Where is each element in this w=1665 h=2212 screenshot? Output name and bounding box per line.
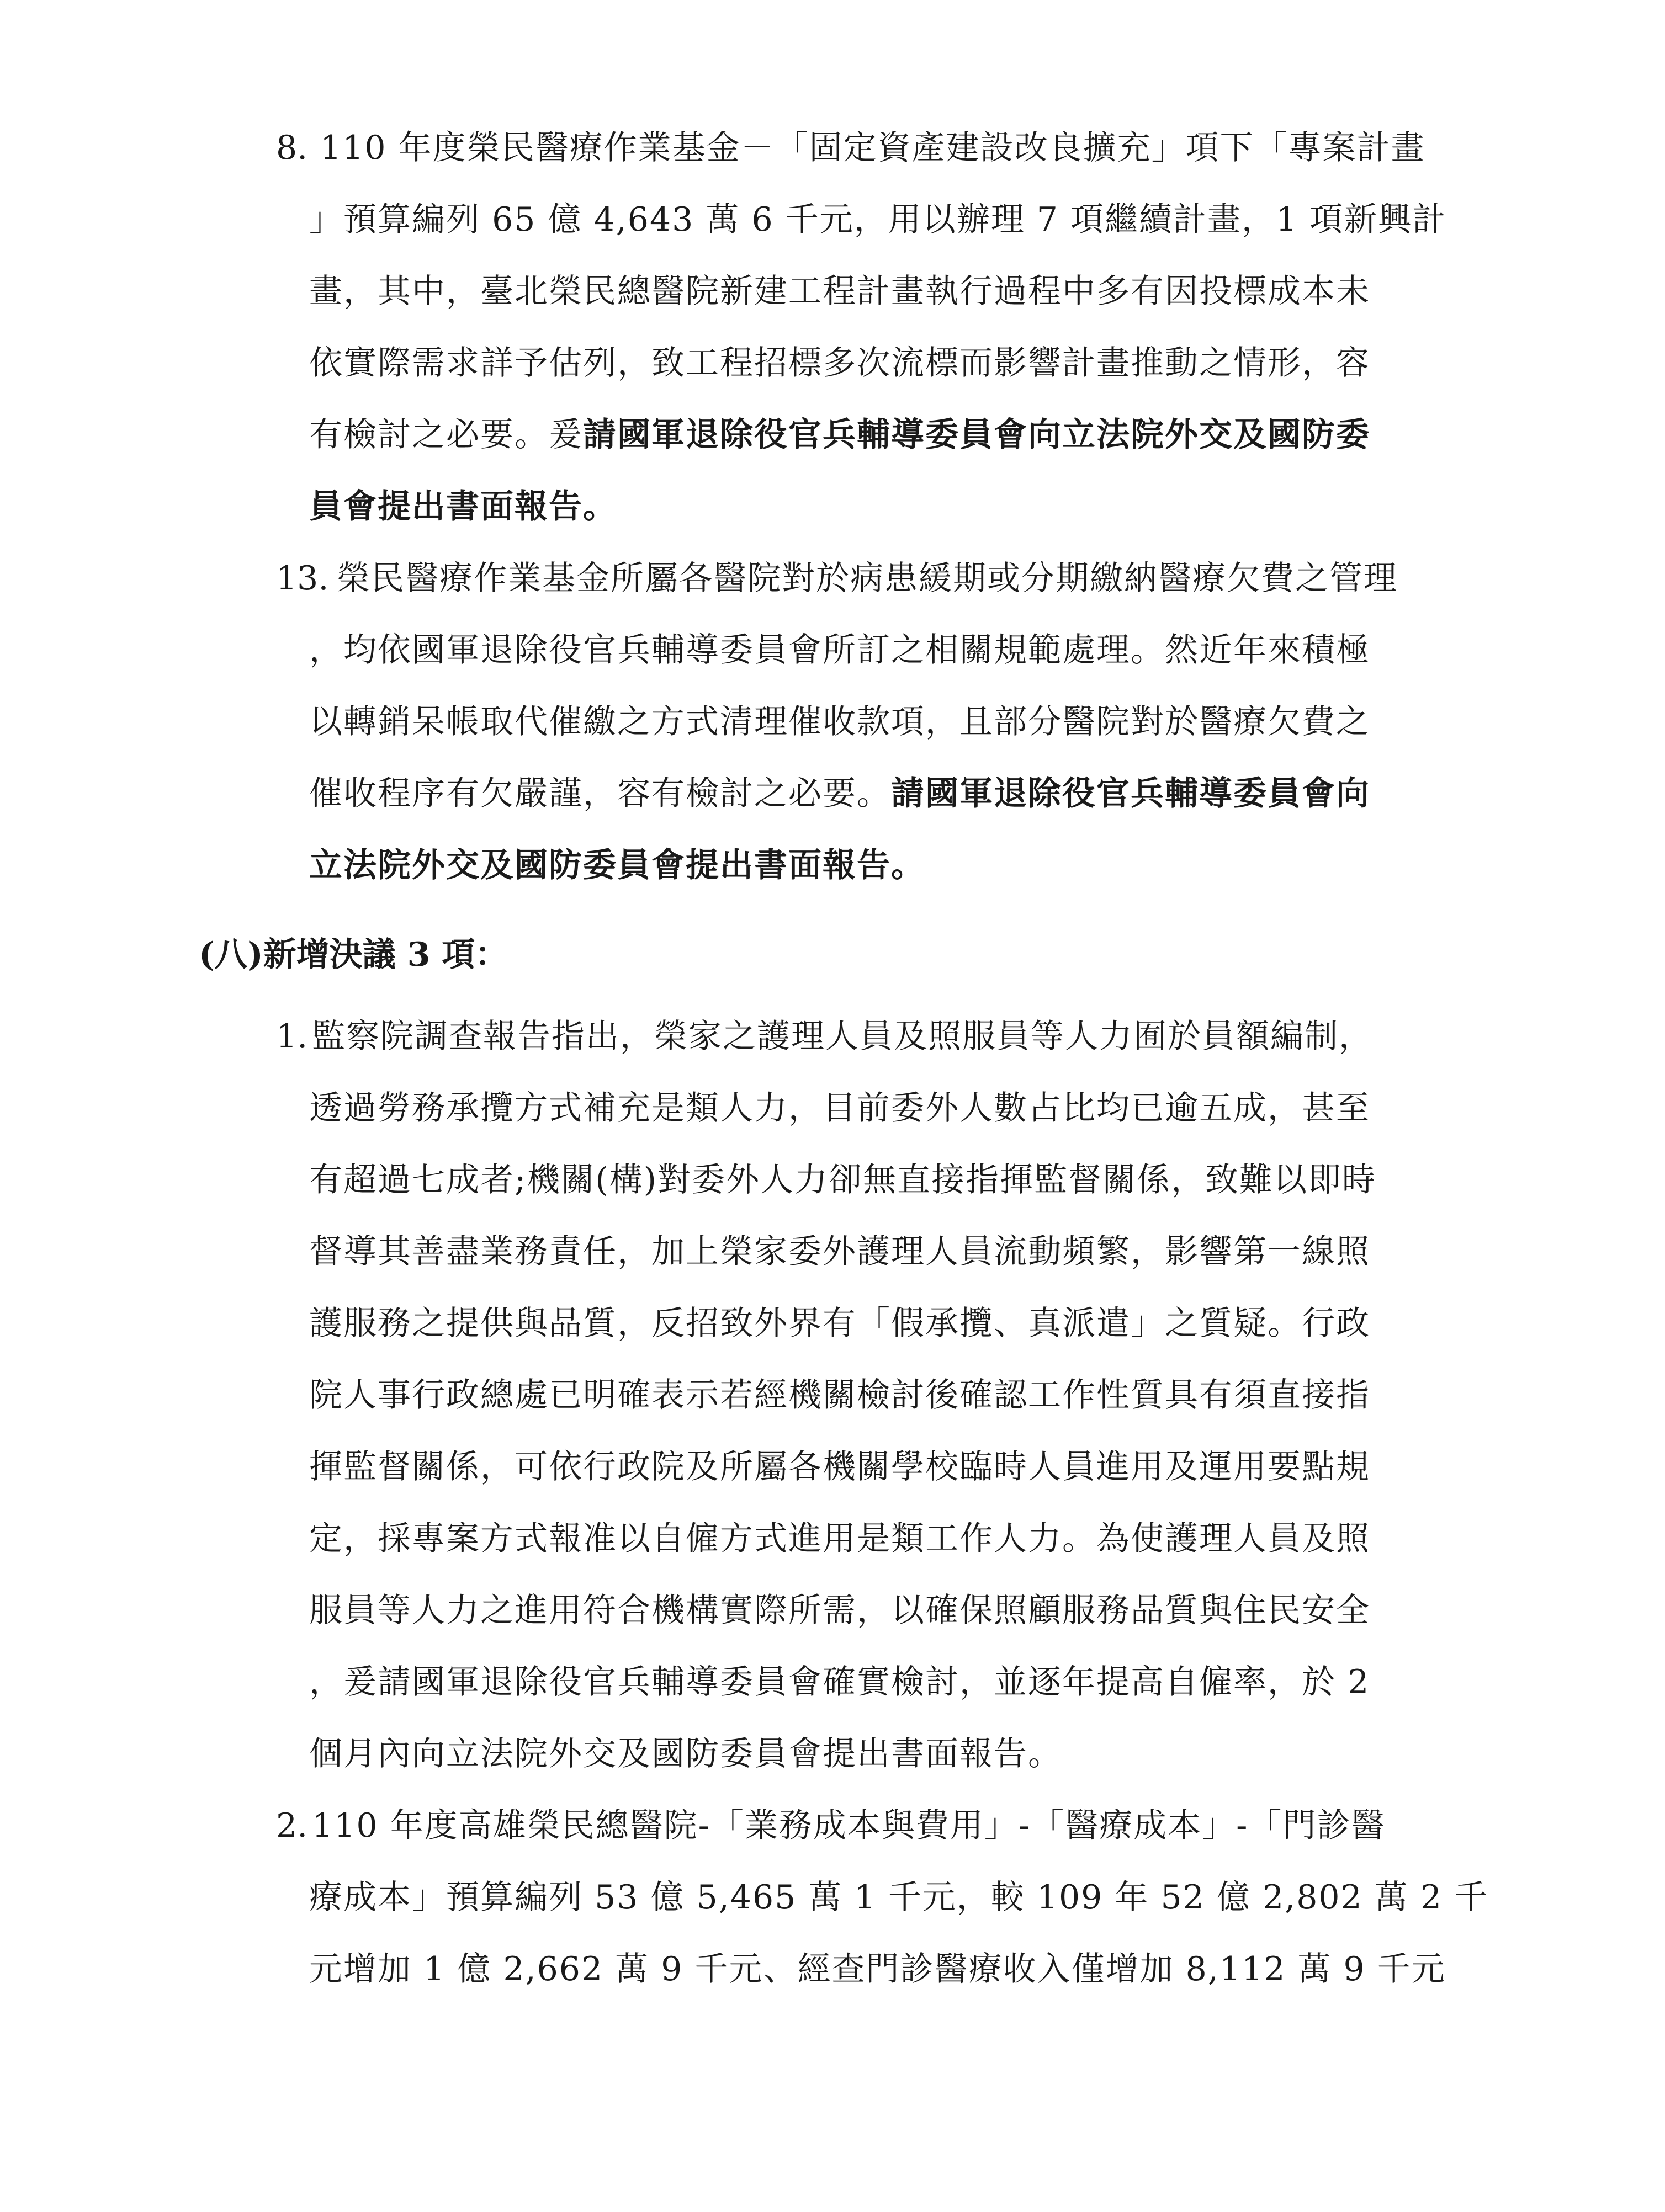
resolution-1-number: 1.: [276, 1017, 308, 1056]
item-8-line-5: [309, 413, 1370, 457]
resolution-2-line-1: 110 年度高雄榮民總醫院-「業務成本與費用」-「醫療成本」-「門診醫: [312, 1806, 1386, 1845]
item-8-line-6: 員會提出書面報告。: [309, 487, 617, 526]
resolution-1-line-5: 護服務之提供與品質，反招致外界有「假承攬、真派遣」之質疑。行政: [309, 1304, 1370, 1343]
item-13-number: 13.: [276, 559, 329, 598]
section-heading: (八)新增決議 3 項：: [199, 935, 508, 974]
item-8-line-1: 110 年度榮民醫療作業基金－「固定資產建設改良擴充」項下「專案計畫: [320, 129, 1425, 167]
resolution-1-line-3: 有超過七成者;機關(構)對委外人力卻無直接指揮監督關係，致難以即時: [309, 1161, 1377, 1199]
item-8-line-5-bold: 請國軍退除役官兵輔導委員會向立法院外交及國防委: [583, 416, 1370, 454]
resolution-1-line-1: 監察院調查報告指出，榮家之護理人員及照服員等人力囿於員額編制，: [312, 1017, 1373, 1056]
resolution-2-line-3: 元增加 1 億 2,662 萬 9 千元、經查門診醫療收入僅增加 8,112 萬 9 千元: [309, 1950, 1446, 1988]
item-13-line-2: ，均依國軍退除役官兵輔導委員會所訂之相關規範處理。然近年來積極: [309, 631, 1370, 669]
resolution-1-line-2: 透過勞務承攬方式補充是類人力，目前委外人數占比均已逾五成，甚至: [309, 1089, 1370, 1128]
item-13-line-1: 榮民醫療作業基金所屬各醫院對於病患緩期或分期繳納醫療欠費之管理: [337, 559, 1398, 598]
resolution-1-line-11: 個月內向立法院外交及國防委員會提出書面報告。: [309, 1735, 1062, 1773]
item-8-line-2: 」預算編列 65 億 4,643 萬 6 千元，用以辦理 7 項繼續計畫，1 項新興計: [309, 200, 1447, 239]
resolution-1-line-8: 定，採專案方式報准以自僱方式進用是類工作人力。為使護理人員及照: [309, 1519, 1370, 1558]
resolution-1-line-9: 服員等人力之進用符合機構實際所需，以確保照顧服務品質與住民安全: [309, 1591, 1370, 1630]
item-8-line-4: 依實際需求詳予估列，致工程招標多次流標而影響計畫推動之情形，容: [309, 344, 1370, 382]
item-13-line-4-bold: 請國軍退除役官兵輔導委員會向: [891, 774, 1370, 813]
resolution-1-line-7: 揮監督關係，可依行政院及所屬各機關學校臨時人員進用及運用要點規: [309, 1448, 1370, 1486]
resolution-1-line-6: 院人事行政總處已明確表示若經機關檢討後確認工作性質具有須直接指: [309, 1376, 1370, 1415]
item-13-line-3: 以轉銷呆帳取代催繳之方式清理催收款項，且部分醫院對於醫療欠費之: [309, 703, 1370, 741]
item-8-line-3: 畫，其中，臺北榮民總醫院新建工程計畫執行過程中多有因投標成本未: [309, 272, 1370, 311]
resolution-2-line-2: 療成本」預算編列 53 億 5,465 萬 1 千元，較 109 年 52 億 2,802 萬 2 千: [309, 1878, 1489, 1917]
item-13-line-4-plain: 催收程序有欠嚴謹，容有檢討之必要。: [309, 774, 891, 813]
item-13-line-5: 立法院外交及國防委員會提出書面報告。: [309, 846, 925, 885]
resolution-1-line-10: ，爰請國軍退除役官兵輔導委員會確實檢討，並逐年提高自僱率，於 2: [309, 1663, 1370, 1701]
item-8-line-5-plain: 有檢討之必要。爰: [309, 416, 583, 454]
resolution-2-number: 2.: [276, 1806, 308, 1845]
item-13-line-4: [309, 772, 1370, 816]
resolution-1-line-4: 督導其善盡業務責任，加上榮家委外護理人員流動頻繁，影響第一線照: [309, 1232, 1370, 1271]
item-8-number: 8.: [276, 129, 308, 167]
